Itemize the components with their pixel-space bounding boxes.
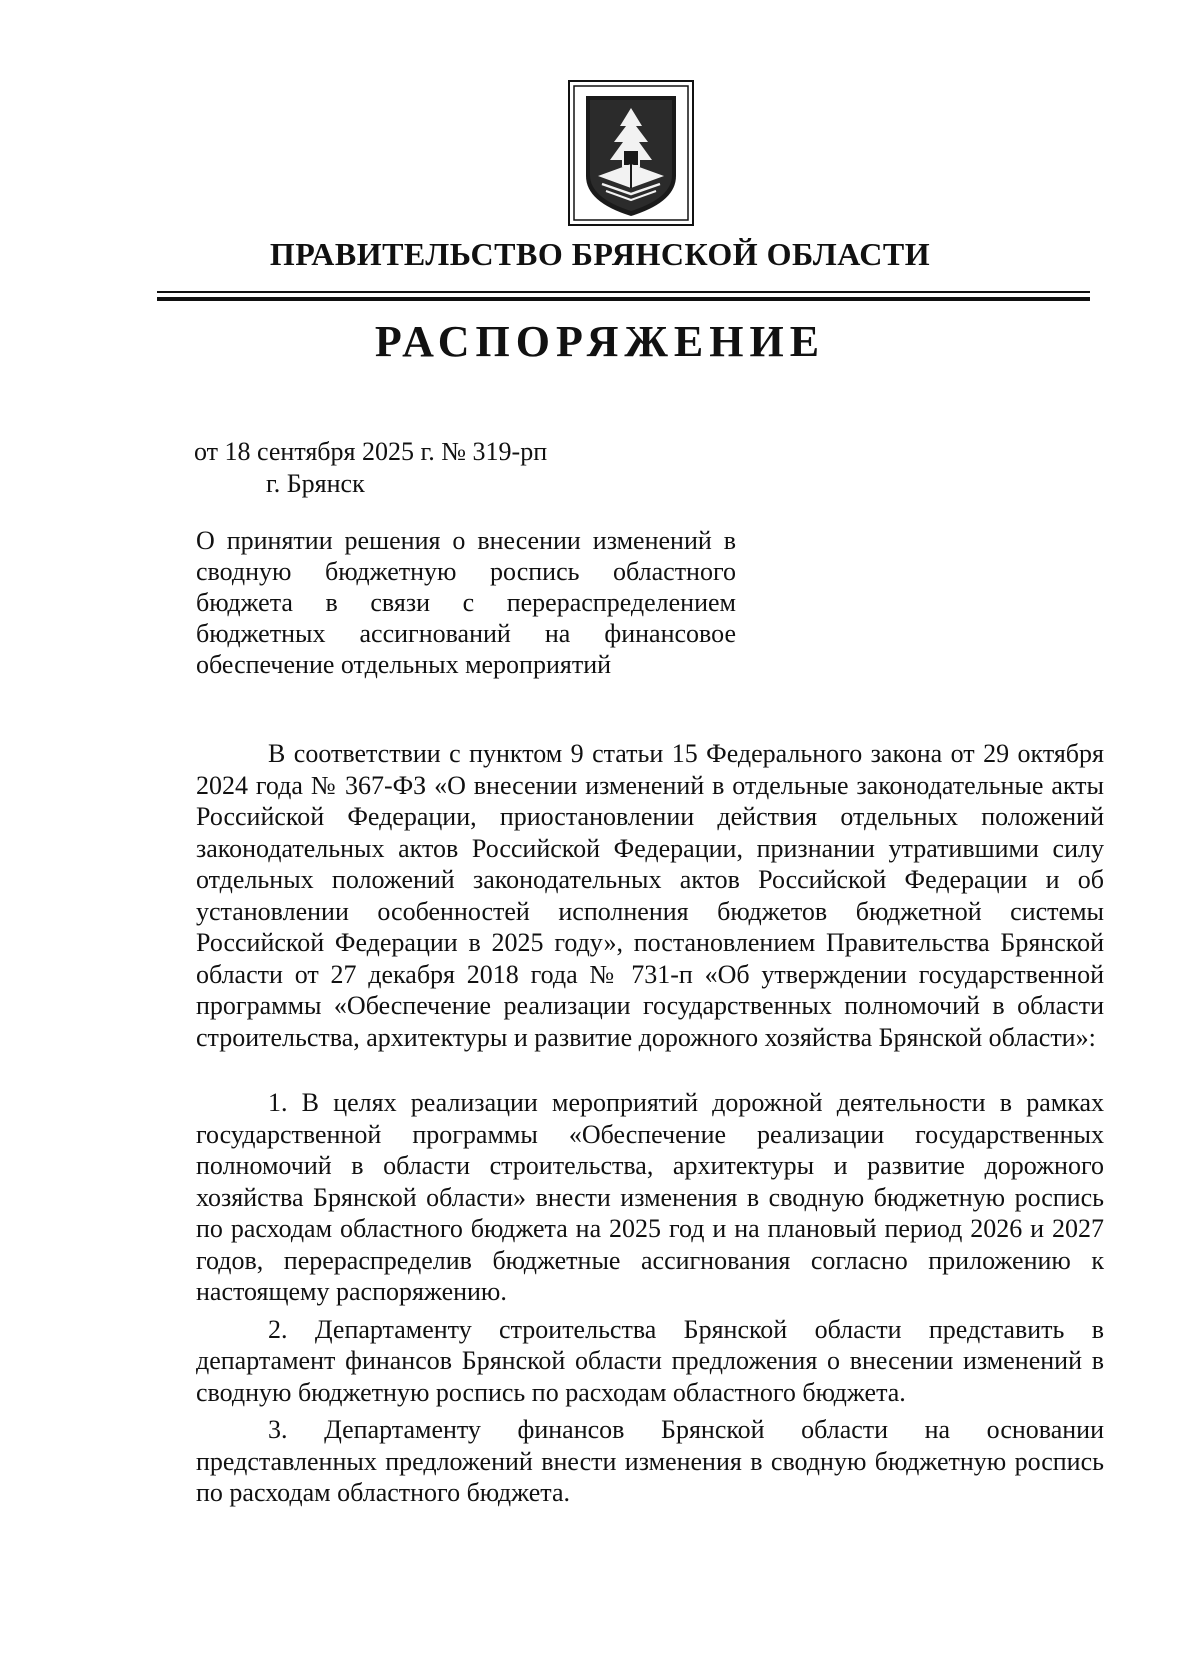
document-subject: О принятии решения о внесении изменений в сводную бюджетную роспись областного бюджета в связи с перераспределением бюджетных ассигнований на финансовое обеспечение отдельных мероприятий — [196, 526, 736, 679]
document-meta — [194, 436, 547, 500]
list-item-2: 2. Департаменту строительства Брянской области представить в департамент финансов Брянской области предложения о внесении изменений в сводную бюджетную роспись по расходам областного бюджета. — [196, 1314, 1104, 1407]
city: г. Брянск — [266, 469, 365, 498]
coat-of-arms-icon — [568, 80, 694, 226]
header-rule-thick — [157, 297, 1090, 301]
document-body — [196, 738, 1104, 1515]
document-type-heading: РАСПОРЯЖЕНИЕ — [374, 317, 826, 366]
government-title: ПРАВИТЕЛЬСТВО БРЯНСКОЙ ОБЛАСТИ — [269, 236, 931, 272]
header-rule-thin — [157, 291, 1090, 293]
preamble-paragraph: В соответствии с пунктом 9 статьи 15 Федерального закона от 29 октября 2024 года № 367-ФЗ «О внесении изменений в отдельные законодательные акты Российской Федерации, приостановлении действия отдельных положений законодательных актов Российской Федерации, признании утратившими силу отдельных положений законодательных актов Российской Федерации и об установлении особенностей исполнения бюджетов бюджетной системы Российской Федерации в 2025 году», постановлением Правительства Брянской области от 27 декабря 2018 года № 731-п «Об утверждении государственной программы «Обеспечение реализации государственных полномочий в области строительства, архитектуры и развитие дорожного хозяйства Брянской области»: — [196, 739, 1104, 1052]
list-item-1: 1. В целях реализации мероприятий дорожной деятельности в рамках государственной программы «Обеспечение реализации государственных полномочий в области строительства, архитектуры и развитие дорожного хозяйства Брянской области» внести изменения в сводную бюджетную роспись по расходам областного бюджета на 2025 год и на плановый период 2026 и 2027 годов, перераспределив бюджетные ассигнования согласно приложению к настоящему распоряжению. — [196, 1088, 1104, 1306]
list-item-3: 3. Департаменту финансов Брянской области на основании представленных предложений внести изменения в сводную бюджетную роспись по расходам областного бюджета. — [196, 1415, 1104, 1507]
date-number: от 18 сентября 2025 г. № 319-рп — [194, 437, 548, 466]
